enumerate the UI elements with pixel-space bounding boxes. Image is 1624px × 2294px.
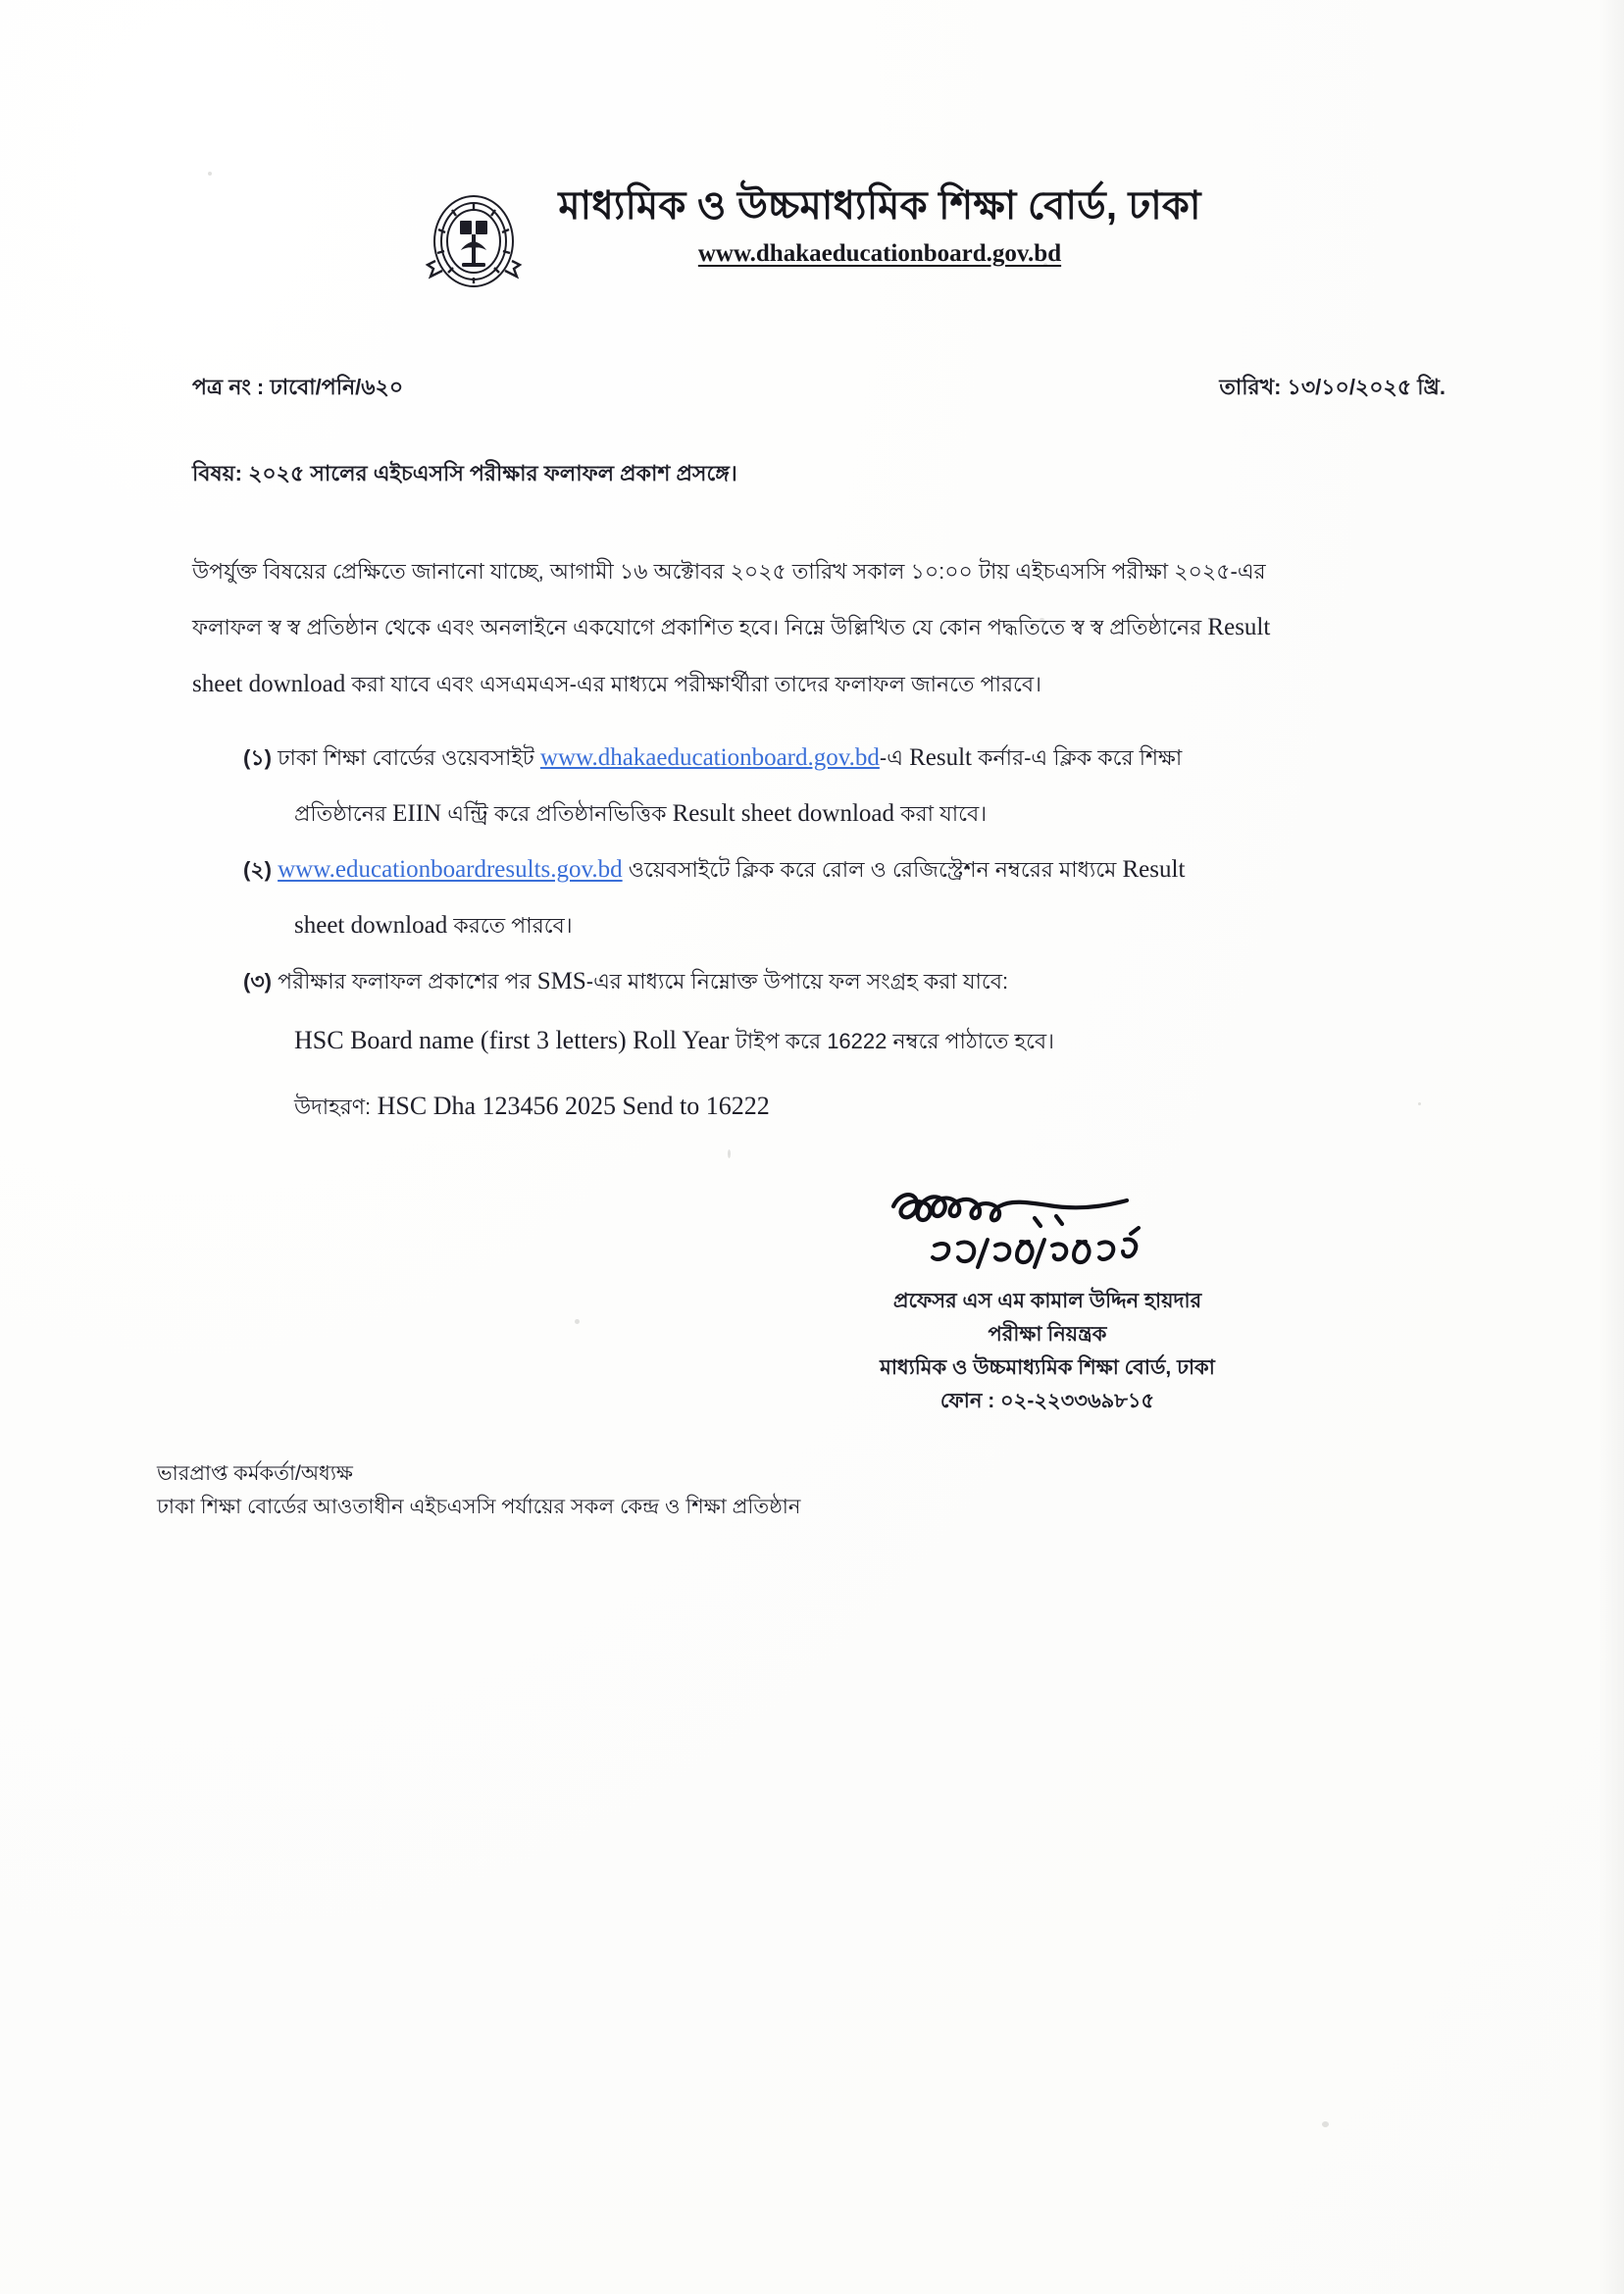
item1-l2-mid: এন্ট্রি করে প্রতিষ্ঠানভিত্তিক [447,801,667,826]
methods-list [243,745,1447,1156]
dhaka-board-link[interactable]: www.dhakaeducationboard.gov.bd [539,744,880,771]
memo-meta-row [192,371,1446,407]
item2-l2-bn: করতে পারবে। [453,913,573,938]
body-line-3-en: sheet download [192,671,346,697]
signatory-phone: ফোন : ০২-২২৩৩৬৯৮১৫ [939,1390,1155,1413]
distribution-block [157,1457,800,1523]
item1-mid-bn: -এ [879,745,903,770]
list-item-2-line-1 [243,857,1447,882]
sms-format-line [243,1025,1447,1061]
page-edge-shadow [1599,0,1624,2294]
item1-mid-en: Result [909,744,972,771]
body-line-2-bn: ফলাফল স্ব স্ব প্রতিষ্ঠান থেকে এবং অনলাইনে একযোগে প্রকাশিত হবে। নিম্নে উল্লিখিত যে কোন পদ্ধতিতে স্ব স্ব প্রতিষ্ঠানের [192,615,1202,639]
distribution-line-2: ঢাকা শিক্ষা বোর্ডের আওতাধীন এইচএসসি পর্যায়ের সকল কেন্দ্র ও শিক্ষা প্রতিষ্ঠান [157,1495,801,1518]
item1-eiin-label: EIIN [392,800,442,827]
education-board-results-link[interactable]: www.educationboardresults.gov.bd [278,856,623,883]
signatory-name: প্রফেসর এস এম কামাল উদ্দিন হায়দার [892,1290,1202,1312]
signature-area [647,1173,1447,1418]
scan-speck [575,1319,580,1324]
list-item [243,857,1447,938]
item2-text-bn: ওয়েবসাইটে ক্লিক করে রোল ও রেজিস্ট্রেশন নম্বরের মাধ্যমে [628,857,1117,882]
memo-date: তারিখ: ১৩/১০/২০২৫ খ্রি. [1219,375,1446,399]
list-marker-3: (৩) [243,969,272,994]
handwritten-signature [886,1173,1209,1281]
list-item-1-line-1 [243,745,1447,770]
body-line-3-bn: করা যাবে এবং এসএমএস-এর মাধ্যমে পরীক্ষার্থীরা তাদের ফলাফল জানতে পারবে। [351,672,1041,696]
body-line-2 [192,615,1446,639]
list-item [243,745,1447,826]
document-header [0,182,1624,300]
list-item-3-line-1 [243,969,1447,994]
body-line-1: উপর্যুক্ত বিষয়ের প্রেক্ষিতে জানানো যাচ্ছে, আগামী ১৬ অক্টোবর ২০২৫ তারিখ সকাল ১০:০০ টায় এইচএসসি পরীক্ষা ২০২৫-এর [192,559,1266,584]
board-website: www.dhakaeducationboard.gov.bd [697,239,1062,267]
sms-format-bn: টাইপ করে 16222 নম্বরে পাঠাতে হবে। [735,1029,1055,1053]
list-item-1-line-2 [243,801,1447,826]
body-line-3 [192,672,1446,696]
board-seal-icon [423,190,525,300]
item1-l2-pre: প্রতিষ্ঠানের [294,801,387,826]
list-marker-2: (২) [243,857,272,882]
sms-format-en: HSC Board name (first 3 letters) Roll Year [294,1026,730,1054]
sms-example-value: HSC Dha 123456 2025 Send to 16222 [377,1092,770,1120]
signature-details [647,1285,1447,1418]
subject-line: বিষয়: ২০২৫ সালের এইচএসসি পরীক্ষার ফলাফল প্রকাশ প্রসঙ্গে। [192,461,737,485]
item1-result-sheet-download: Result sheet download [672,800,894,827]
distribution-line-1: ভারপ্রাপ্ত কর্মকর্তা/অধ্যক্ষ [157,1462,353,1485]
list-item [243,969,1447,1127]
body-paragraph [192,561,1446,729]
board-title: মাধ্যমিক ও উচ্চমাধ্যমিক শিক্ষা বোর্ড, ঢাকা [558,184,1201,228]
sms-example-line [243,1091,1447,1127]
item3-sms-label: SMS [536,968,586,994]
list-item-2-line-2 [243,913,1447,938]
scan-speck [1322,2121,1329,2127]
body-line-2-en: Result [1207,614,1271,640]
item2-text-en: Result [1122,856,1186,883]
item3-bn-post: -এর মাধ্যমে নিম্নোক্ত উপায়ে ফল সংগ্রহ করা যাবে: [585,969,1009,994]
item2-sheet-download: sheet download [294,912,448,939]
signatory-designation: পরীক্ষা নিয়ন্ত্রক [988,1323,1107,1347]
header-text-group [558,182,1200,268]
memo-number: পত্র নং : ঢাবো/পনি/৬২০ [192,375,404,399]
item1-text-post: কর্নার-এ ক্লিক করে শিক্ষা [978,745,1183,770]
list-marker-1: (১) [243,745,272,770]
signatory-office: মাধ্যমিক ও উচ্চমাধ্যমিক শিক্ষা বোর্ড, ঢাকা [880,1356,1215,1380]
scan-speck [208,172,212,176]
sms-example-label: উদাহরণ: [294,1095,372,1119]
item3-bn-pre: পরীক্ষার ফলাফল প্রকাশের পর [278,969,532,994]
item1-text-pre: ঢাকা শিক্ষা বোর্ডের ওয়েবসাইট [278,745,534,770]
item1-l2-post: করা যাবে। [900,801,988,826]
